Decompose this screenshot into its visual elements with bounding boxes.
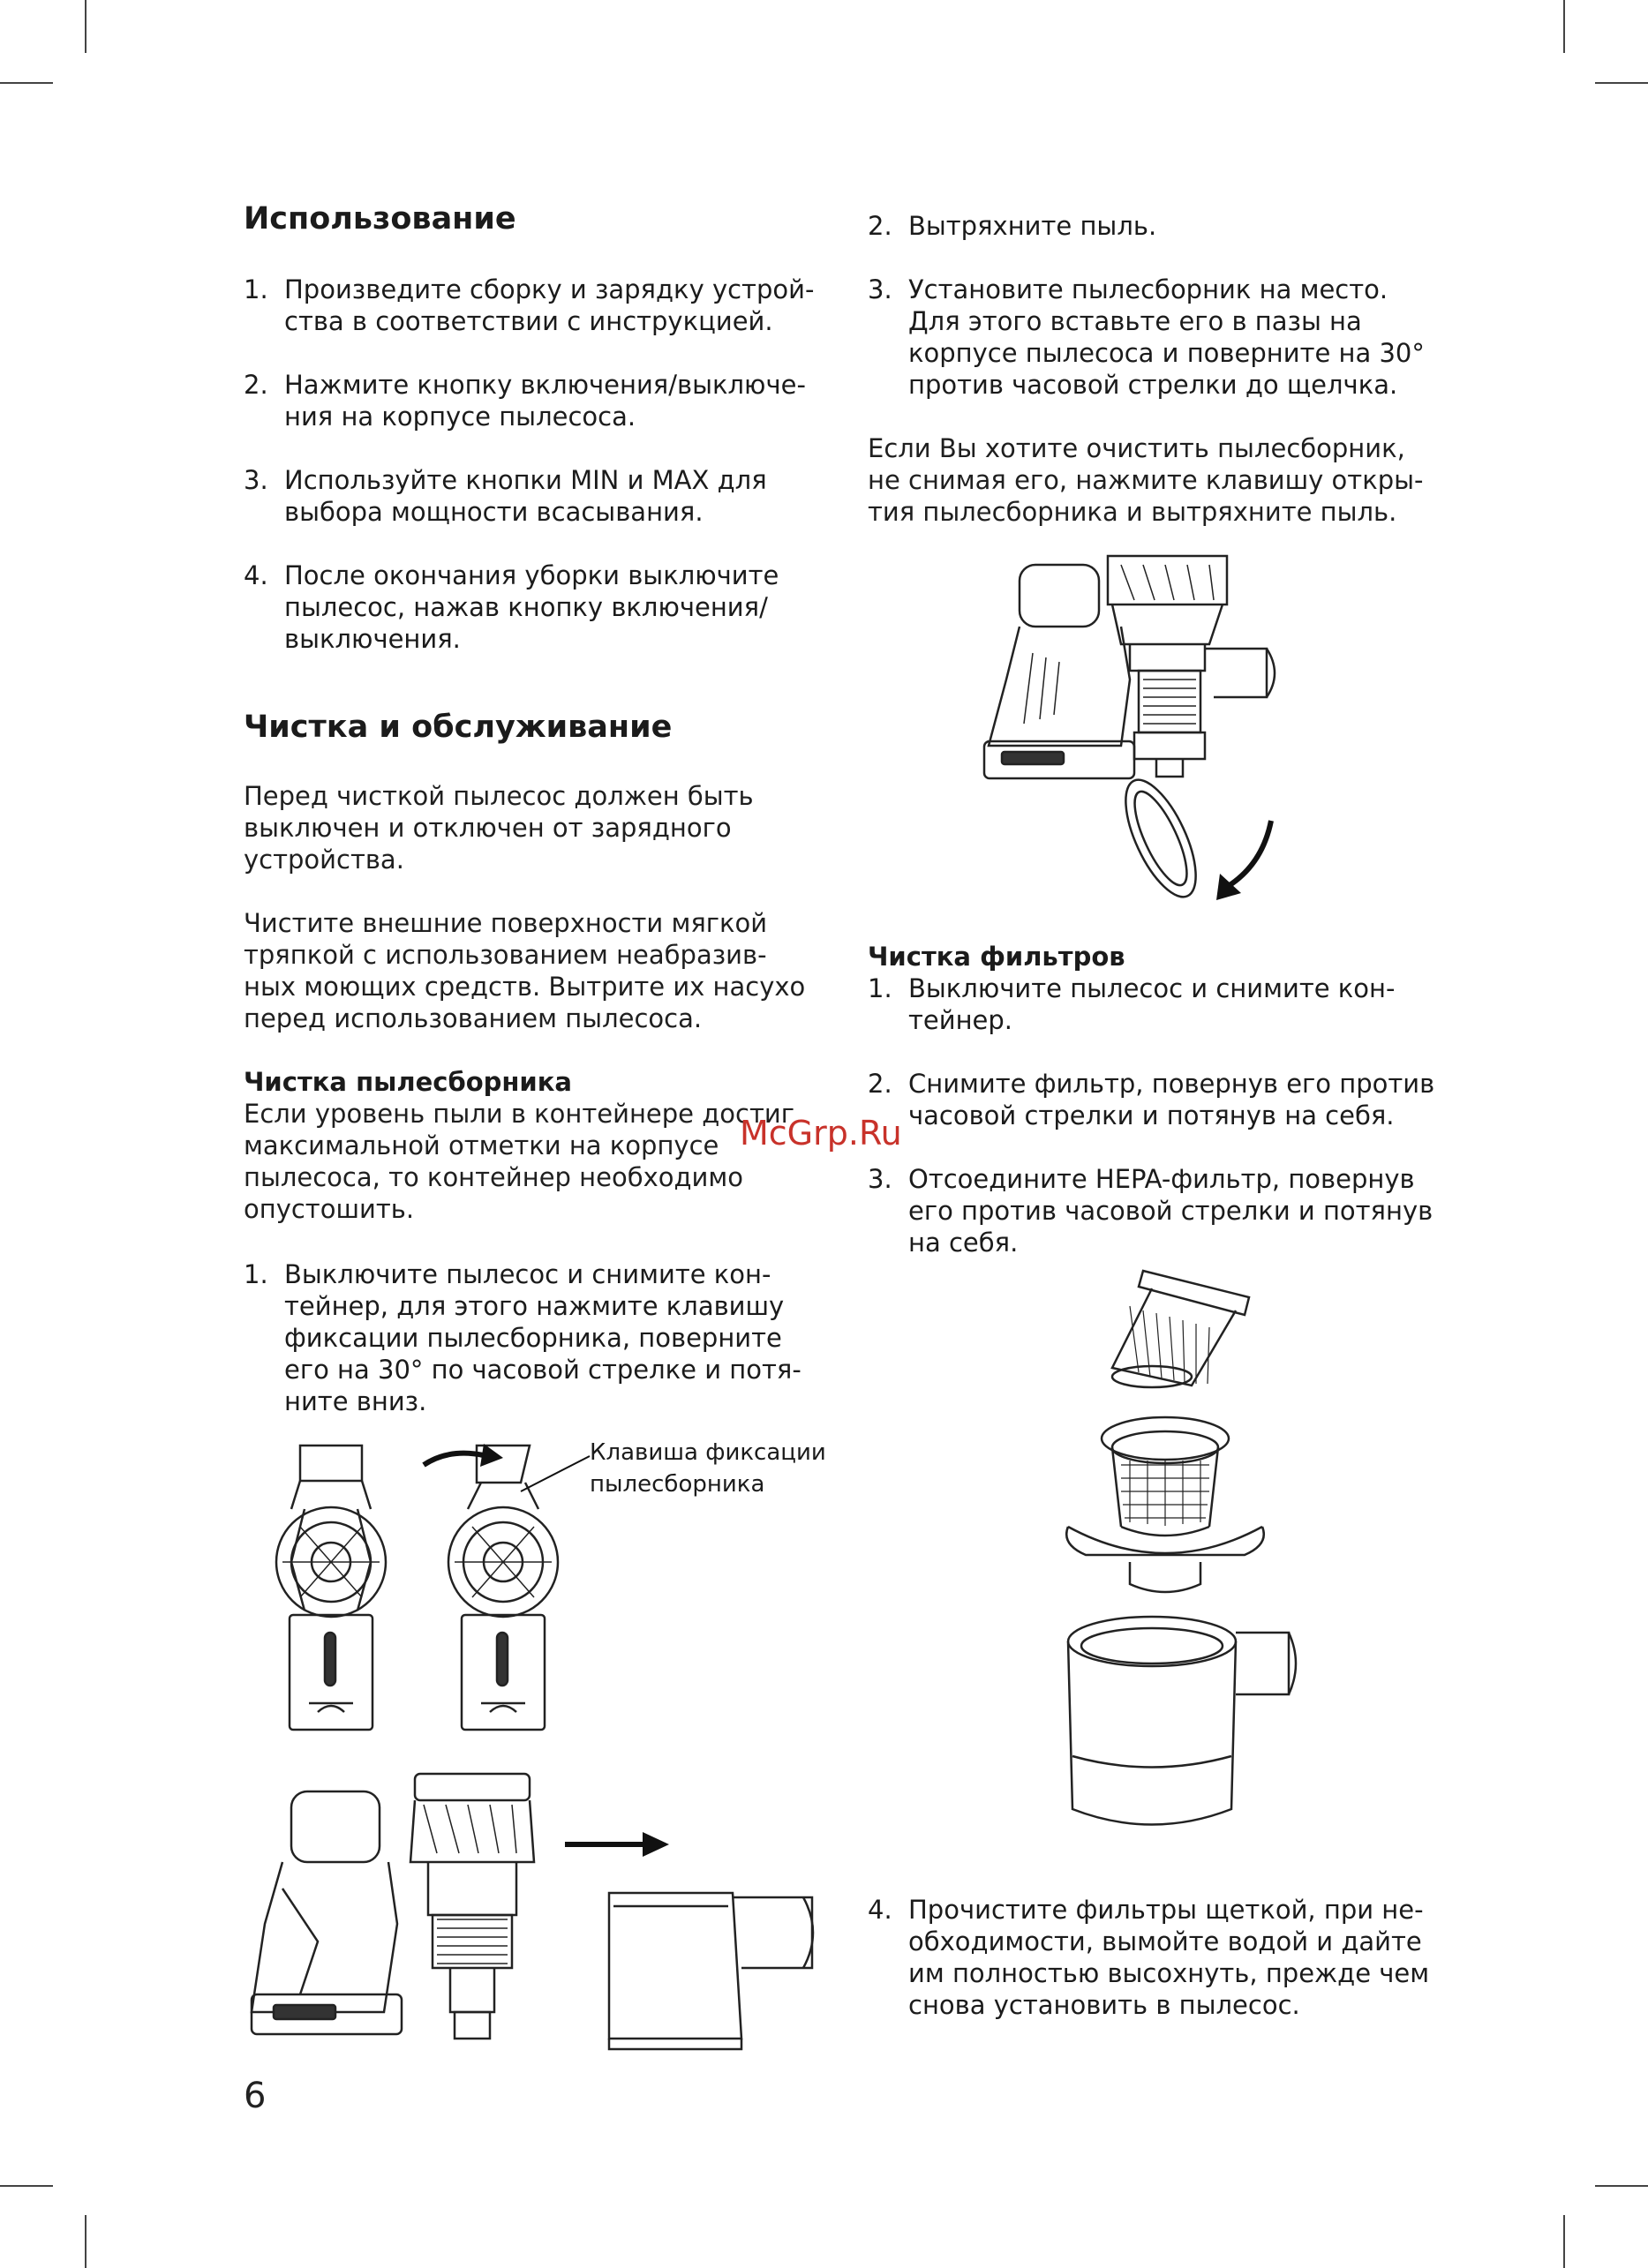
list-number: 1. bbox=[244, 274, 268, 304]
dust-paragraph-right: Если Вы хотите очистить пылесборник, не снимая его, нажмите клавишу откры- тия пылесборника и вытряхните пыль. bbox=[868, 433, 1424, 527]
list-text: Снимите фильтр, повернув его против часовой стрелки и потянув на себя. bbox=[908, 1069, 1435, 1130]
list-number: 3. bbox=[868, 274, 892, 304]
list-item bbox=[868, 274, 1486, 401]
crop-mark bbox=[1595, 82, 1648, 84]
list-number: 2. bbox=[868, 211, 892, 241]
crop-mark bbox=[1595, 2185, 1648, 2187]
bin-removal-illustration bbox=[247, 1765, 830, 2056]
list-number: 2. bbox=[244, 370, 268, 400]
usage-heading: Использование bbox=[244, 201, 516, 237]
list-item bbox=[244, 1258, 844, 1417]
cleaning-heading: Чистка и обслуживание bbox=[244, 710, 673, 745]
crop-mark bbox=[0, 2185, 53, 2187]
cleaning-paragraph-1: Перед чисткой пылесос должен быть выключен и отключен от зарядного устройства. bbox=[244, 781, 754, 875]
list-text: Прочистите фильтры щеткой, при не- обходимости, вымойте водой и дайте им полностью высохнуть, прежде чем снова установить в пылесос. bbox=[908, 1895, 1430, 2020]
list-number: 3. bbox=[868, 1164, 892, 1194]
crop-mark bbox=[0, 82, 53, 84]
filters-exploded-illustration bbox=[1033, 1262, 1298, 1862]
list-item bbox=[868, 210, 1486, 242]
list-text: После окончания уборки выключите пылесос, нажав кнопку включения/ выключения. bbox=[284, 560, 779, 654]
dust-list-right bbox=[868, 210, 1486, 401]
filters-heading: Чистка фильтров bbox=[868, 942, 1125, 972]
list-text: Выключите пылесос и снимите кон- тейнер. bbox=[908, 973, 1396, 1035]
list-text: Отсоедините HEPA-фильтр, повернув его против часовой стрелки и потянув на себя. bbox=[908, 1164, 1434, 1258]
list-number: 1. bbox=[868, 973, 892, 1003]
dust-list-left bbox=[244, 1258, 844, 1417]
crop-mark bbox=[1563, 0, 1565, 53]
list-item bbox=[868, 1163, 1486, 1258]
list-text: Выключите пылесос и снимите кон- тейнер, для этого нажмите клавишу фиксации пылесборника, поверните его на 30° по часовой стрелке и потя- ните вниз. bbox=[284, 1259, 801, 1416]
list-item bbox=[244, 464, 844, 528]
list-item bbox=[244, 274, 844, 337]
dust-heading: Чистка пылесборника bbox=[244, 1067, 573, 1097]
cleaning-paragraph-2: Чистите внешние поверхности мягкой тряпкой с использованием неабразив- ных моющих средств. Вытрите их насухо перед использованием пылесоса. bbox=[244, 908, 806, 1033]
crop-mark bbox=[85, 2215, 87, 2268]
list-text: Установите пылесборник на место. Для этого вставьте его в пазы на корпусе пылесоса и поверните на 30° против часовой стрелки до щелчка. bbox=[908, 274, 1425, 400]
list-text: Нажмите кнопку включения/выключе- ния на корпусе пылесоса. bbox=[284, 370, 806, 432]
list-item bbox=[244, 369, 844, 432]
callout-label: Клавиша фиксации пылесборника bbox=[590, 1439, 826, 1498]
list-text: Используйте кнопки MIN и MAX для выбора мощности всасывания. bbox=[284, 465, 767, 527]
page-number: 6 bbox=[244, 2076, 267, 2116]
watermark: McGrp.Ru bbox=[740, 1114, 902, 1153]
bin-open-illustration bbox=[980, 547, 1298, 909]
list-item bbox=[868, 1068, 1486, 1131]
list-number: 3. bbox=[244, 465, 268, 495]
crop-mark bbox=[85, 0, 87, 53]
list-item bbox=[868, 973, 1486, 1036]
crop-mark bbox=[1563, 2215, 1565, 2268]
usage-list bbox=[244, 274, 844, 655]
list-number: 1. bbox=[244, 1259, 268, 1289]
list-number: 4. bbox=[868, 1895, 892, 1925]
list-item bbox=[868, 1894, 1486, 2021]
list-number: 4. bbox=[244, 560, 268, 590]
dust-paragraph: Если уровень пыли в контейнере достиг максимальной отметки на корпусе пылесоса, то контейнер необходимо опустошить. bbox=[244, 1099, 794, 1224]
filters-list bbox=[868, 973, 1486, 1258]
dustbin-release-illustration bbox=[256, 1430, 600, 1739]
list-item bbox=[244, 559, 844, 655]
filters-list-final bbox=[868, 1894, 1486, 2021]
list-text: Произведите сборку и зарядку устрой- ства в соответствии с инструкцией. bbox=[284, 274, 815, 336]
list-text: Вытряхните пыль. bbox=[908, 211, 1157, 241]
list-number: 2. bbox=[868, 1069, 892, 1099]
